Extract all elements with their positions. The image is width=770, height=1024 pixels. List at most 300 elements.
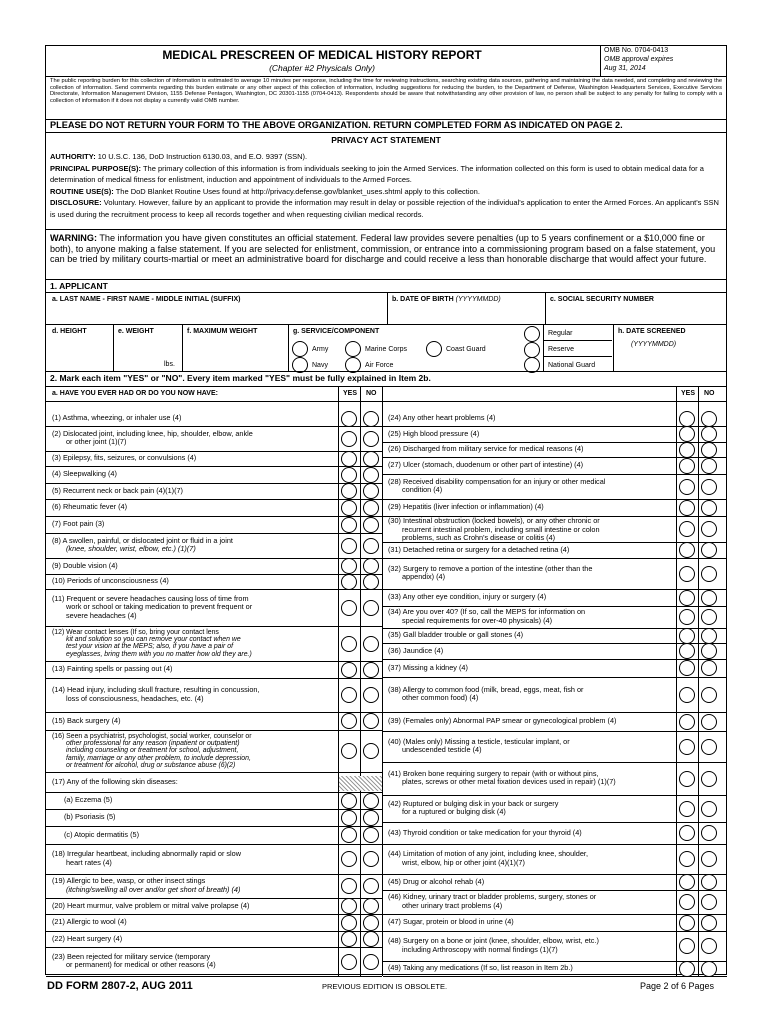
applicant-heading: 1. APPLICANT: [50, 281, 108, 291]
left-question-5: [52, 487, 334, 496]
row-divider: [46, 499, 382, 500]
right-q5-yes-radio[interactable]: [679, 479, 695, 495]
section2-heading: 2. Mark each item "YES" or "NO". Every item marked "YES" must be fully explained in Item 2b.: [50, 373, 431, 383]
question-text-line: (36) Jaundice (4): [388, 645, 444, 655]
question-text-line: other professional for any reason (inpatient or outpatient): [66, 740, 240, 748]
right-question-15: [388, 686, 672, 703]
right-q13-yes-radio[interactable]: [679, 643, 695, 659]
obsolete-notice: PREVIOUS EDITION IS OBSOLETE.: [322, 982, 448, 991]
question-text-line: (32) Surgery to remove a portion of the intestine (other than the: [388, 563, 593, 573]
question-text-line: (2) Dislocated joint, including knee, hip, shoulder, elbow, ankle: [52, 428, 253, 438]
left-q4-no-radio[interactable]: [363, 467, 379, 483]
right-q21-yes-radio[interactable]: [679, 851, 695, 867]
right-q17-no-radio[interactable]: [701, 739, 717, 755]
question-text-line: or treatment for alcohol, drug or substance abuse (6)(2): [66, 761, 236, 769]
right-q11-yes-radio[interactable]: [679, 609, 695, 625]
row-divider: [46, 826, 382, 827]
question-text-line: (11) Frequent or severe headaches causing loss of time from: [52, 593, 249, 603]
row-divider: [383, 874, 727, 875]
question-text-line: plates, screws or other metal fixation devices used in repair) (1)(7): [402, 777, 616, 787]
right-q12-no-radio[interactable]: [701, 628, 717, 644]
right-q9-yes-radio[interactable]: [679, 566, 695, 582]
question-text-line: (20) Heart murmur, valve problem or mitral valve prolapse (4): [52, 900, 250, 910]
no-header-left: NO: [366, 390, 377, 397]
row-divider: [383, 961, 727, 962]
left-q26-no-radio[interactable]: [363, 954, 379, 970]
right-q14-no-radio[interactable]: [701, 660, 717, 676]
navy-label: Navy: [312, 362, 328, 369]
row-divider: [383, 659, 727, 660]
right-question-22: [388, 878, 672, 887]
row-divider: [46, 792, 382, 793]
left-q9-yes-radio[interactable]: [341, 558, 357, 574]
row-divider: [383, 976, 727, 977]
question-text-line: special requirements for over-40 physicals) (4): [402, 615, 553, 625]
left-q12-yes-radio[interactable]: [341, 636, 357, 652]
question-text-line: (24) Any other heart problems (4): [388, 413, 496, 423]
left-q3-no-radio[interactable]: [363, 451, 379, 467]
left-question-3: [52, 454, 334, 463]
left-q11-yes-radio[interactable]: [341, 600, 357, 616]
coast-guard-radio[interactable]: [426, 341, 442, 357]
left-q8-yes-radio[interactable]: [341, 538, 357, 554]
question-text-line: (23) Been rejected for military service (temporary: [52, 951, 211, 961]
right-question-12: [388, 631, 672, 640]
question-text-line: test your vision at the MEPS; also, if you have a pair of: [66, 643, 233, 651]
marine-radio[interactable]: [345, 341, 361, 357]
row-divider: [383, 731, 727, 732]
left-q11-no-radio[interactable]: [363, 600, 379, 616]
army-radio[interactable]: [292, 341, 308, 357]
right-question-13: [388, 647, 672, 656]
right-q7-yes-radio[interactable]: [679, 521, 695, 537]
row-divider: [46, 809, 382, 810]
question-text-line: (1) Asthma, wheezing, or inhaler use (4): [52, 413, 182, 423]
row-divider: [383, 442, 727, 443]
left-question-25: [52, 935, 334, 944]
question-text-line: (37) Missing a kidney (4): [388, 662, 468, 672]
left-q10-yes-radio[interactable]: [341, 574, 357, 590]
right-q4-yes-radio[interactable]: [679, 458, 695, 474]
right-q10-yes-radio[interactable]: [679, 590, 695, 606]
row-divider: [46, 730, 382, 731]
left-question-13: [52, 665, 334, 674]
row-divider: [383, 931, 727, 932]
row-divider: [46, 533, 382, 534]
question-text-line: recurrent intestinal problem, including small intestine or colon: [402, 524, 600, 534]
right-q25-no-radio[interactable]: [701, 938, 717, 954]
right-q16-yes-radio[interactable]: [679, 714, 695, 730]
right-q24-no-radio[interactable]: [701, 915, 717, 931]
left-q19-no-radio[interactable]: [363, 810, 379, 826]
question-text-line: (b) Psoriasis (5): [64, 812, 116, 822]
right-q2-no-radio[interactable]: [701, 426, 717, 442]
right-q15-yes-radio[interactable]: [679, 687, 695, 703]
right-q13-no-radio[interactable]: [701, 643, 717, 659]
row-divider: [383, 499, 727, 500]
left-q20-yes-radio[interactable]: [341, 827, 357, 843]
max-weight-label: f. MAXIMUM WEIGHT: [187, 328, 258, 335]
page-number: Page 2 of 6 Pages: [640, 981, 715, 991]
row-divider: [46, 931, 382, 932]
row-divider: [383, 643, 727, 644]
left-question-8: [52, 537, 334, 554]
left-q16-no-radio[interactable]: [363, 743, 379, 759]
question-text-line: (43) Thyroid condition or take medication for your thyroid (4): [388, 827, 582, 837]
right-q9-no-radio[interactable]: [701, 566, 717, 582]
warning-text: WARNING: The information you have given constitutes an official statement. Federal law provides severe penalties (up to 5 years confinement or a $10,000 fine or both), to anyone making a false statement. If you are selected for enlistment, commission, or entrance into a commissioning program based on a false statement, you can be tried by military courts-martial or meet an administrative board for discharge and could receive a less than honorable discharge that would affect your future.: [50, 233, 716, 265]
right-question-5: [388, 478, 672, 495]
row-divider: [46, 426, 382, 427]
left-q10-no-radio[interactable]: [363, 574, 379, 590]
row-divider: [46, 898, 382, 899]
left-question-4: [52, 470, 334, 479]
right-q8-yes-radio[interactable]: [679, 542, 695, 558]
row-divider: [46, 661, 382, 662]
omb-number: OMB No. 0704-0413: [604, 47, 669, 54]
screened-format: (YYYYMMDD): [631, 341, 677, 348]
question-text-line: (itching/swelling all over and/or get short of breath) (4): [66, 884, 241, 894]
left-q5-no-radio[interactable]: [363, 483, 379, 499]
row-divider: [46, 947, 382, 948]
national-guard-label: National Guard: [548, 362, 596, 369]
question-text-line: (38) Allergy to common food (milk, bread, eggs, meat, fish or: [388, 684, 584, 694]
regular-label: Regular: [548, 330, 573, 337]
left-q9-no-radio[interactable]: [363, 558, 379, 574]
row-divider: [383, 558, 727, 559]
left-question-19: [64, 813, 334, 822]
left-q3-yes-radio[interactable]: [341, 451, 357, 467]
row-divider: [383, 890, 727, 891]
right-q5-no-radio[interactable]: [701, 479, 717, 495]
question-text-line: (42) Ruptured or bulging disk in your back or surgery: [388, 798, 559, 808]
question-text-line: (c) Atopic dermatitis (5): [64, 829, 140, 839]
service-label: g. SERVICE/COMPONENT: [293, 328, 380, 335]
question-text-line: (3) Epilepsy, fits, seizures, or convulsions (4): [52, 453, 197, 463]
question-text-line: for a ruptured or bulging disk (4): [402, 807, 506, 817]
right-question-21: [388, 850, 672, 867]
no-header-right: NO: [704, 390, 715, 397]
question-text-line: condition (4): [402, 485, 443, 495]
row-divider: [383, 542, 727, 543]
left-question-12: [52, 629, 334, 658]
right-question-10: [388, 593, 672, 602]
left-q16-yes-radio[interactable]: [341, 743, 357, 759]
right-q1-yes-radio[interactable]: [679, 411, 695, 427]
left-q12-no-radio[interactable]: [363, 636, 379, 652]
question-text-line: including Arthroscopy with normal findings (1)(7): [402, 944, 558, 954]
right-q10-no-radio[interactable]: [701, 590, 717, 606]
right-question-24: [388, 918, 672, 927]
left-question-18: [64, 796, 334, 805]
right-q20-no-radio[interactable]: [701, 825, 717, 841]
question-text-line: family, marriage or any other problem, to include depression,: [66, 754, 251, 762]
question-text-line: (6) Rheumatic fever (4): [52, 502, 128, 512]
row-divider: [383, 474, 727, 475]
left-q14-no-radio[interactable]: [363, 687, 379, 703]
right-q1-no-radio[interactable]: [701, 411, 717, 427]
section2a-label: a. HAVE YOU EVER HAD OR DO YOU NOW HAVE:: [52, 390, 218, 397]
left-question-23: [52, 902, 334, 911]
burden-statement: The public reporting burden for this collection of information is estimated to average 10 minutes per response, including the time for reviewing instructions, searching existing data sources, gathering and maintaining the data needed, and completing and reviewing the collection of information. Send comments regarding this burden estimate or any other aspect of this collection of information, including suggestions for reducing the burden, to the Department of Defense, Washington Headquarters Services, Executive Services Directorate, Information Management Division, 1155 Defense Pentagon, Washington, DC 20301-1155 (0704-0413). Respondents should be aware that notwithstanding any other provision of law, no person shall be subject to any penalty for failing to comply with a collection of information if it does not display a currently valid OMB number.: [50, 78, 722, 104]
left-q15-no-radio[interactable]: [363, 713, 379, 729]
row-divider: [46, 678, 382, 679]
regular-radio[interactable]: [524, 326, 540, 342]
right-q6-yes-radio[interactable]: [679, 500, 695, 516]
left-q21-no-radio[interactable]: [363, 851, 379, 867]
row-divider: [383, 712, 727, 713]
question-text-line: (48) Surgery on a bone or joint (knee, shoulder, elbow, wrist, etc.): [388, 936, 599, 946]
form-title: MEDICAL PRESCREEN OF MEDICAL HISTORY REPORT: [162, 48, 482, 62]
right-q8-no-radio[interactable]: [701, 542, 717, 558]
right-question-17: [388, 738, 672, 755]
right-q16-no-radio[interactable]: [701, 714, 717, 730]
question-text-line: (knee, shoulder, wrist, elbow, etc.) (1)(7): [66, 544, 196, 554]
dob-label: b. DATE OF BIRTH (YYYYMMDD): [392, 296, 501, 303]
right-q22-no-radio[interactable]: [701, 874, 717, 890]
left-q13-yes-radio[interactable]: [341, 662, 357, 678]
air-force-label: Air Force: [365, 362, 394, 369]
left-q1-yes-radio[interactable]: [341, 411, 357, 427]
row-divider: [383, 677, 727, 678]
lbs-label: lbs.: [164, 361, 175, 368]
left-question-22: [52, 877, 334, 894]
question-text-line: (25) High blood pressure (4): [388, 428, 480, 438]
right-q18-yes-radio[interactable]: [679, 771, 695, 787]
left-q18-yes-radio[interactable]: [341, 793, 357, 809]
right-q12-yes-radio[interactable]: [679, 628, 695, 644]
question-text-line: (26) Discharged from military service for medical reasons (4): [388, 444, 584, 454]
row-divider: [383, 589, 727, 590]
question-text-line: (41) Broken bone requiring surgery to repair (with or without pins,: [388, 768, 599, 778]
row-divider: [383, 628, 727, 629]
left-q13-no-radio[interactable]: [363, 662, 379, 678]
left-question-1: [52, 414, 334, 423]
question-text-line: or permanent) for medical or other reasons (4): [66, 960, 216, 970]
right-q20-yes-radio[interactable]: [679, 825, 695, 841]
question-text-line: (9) Double vision (4): [52, 560, 118, 570]
weight-label: e. WEIGHT: [118, 328, 154, 335]
reserve-label: Reserve: [548, 346, 575, 353]
question-text-line: (21) Allergic to wool (4): [52, 917, 127, 927]
name-label: a. LAST NAME - FIRST NAME - MIDDLE INITIAL (SUFFIX): [52, 296, 241, 303]
left-question-15: [52, 717, 334, 726]
left-question-9: [52, 562, 334, 571]
right-q26-no-radio[interactable]: [701, 961, 717, 977]
height-label: d. HEIGHT: [52, 328, 87, 335]
right-question-18: [388, 770, 672, 787]
question-text-line: including counseling or treatment for school, adjustment,: [66, 747, 239, 755]
left-q23-no-radio[interactable]: [363, 898, 379, 914]
row-divider: [46, 844, 382, 845]
right-question-8: [388, 546, 672, 555]
right-q6-no-radio[interactable]: [701, 500, 717, 516]
question-text-line: (15) Back surgery (4): [52, 715, 121, 725]
left-question-14: [52, 686, 334, 703]
right-q19-no-radio[interactable]: [701, 801, 717, 817]
ssn-label: c. SOCIAL SECURITY NUMBER: [550, 296, 654, 303]
question-text-line: (19) Allergic to bee, wasp, or other insect stings: [52, 876, 206, 886]
left-q26-yes-radio[interactable]: [341, 954, 357, 970]
question-text-line: (31) Detached retina or surgery for a detached retina (4): [388, 544, 570, 554]
right-question-2: [388, 430, 672, 439]
question-text-line: appendix) (4): [402, 572, 445, 582]
right-question-9: [388, 565, 672, 582]
right-q17-yes-radio[interactable]: [679, 739, 695, 755]
right-q11-no-radio[interactable]: [701, 609, 717, 625]
left-question-2: [52, 430, 334, 447]
left-question-24: [52, 918, 334, 927]
question-text-line: (27) Ulcer (stomach, duodenum or other part of intestine) (4): [388, 460, 584, 470]
right-question-19: [388, 800, 672, 817]
right-q24-yes-radio[interactable]: [679, 915, 695, 931]
left-q2-no-radio[interactable]: [363, 431, 379, 447]
question-text-line: problems, such as Crohn's disease or colitis (4): [402, 533, 556, 543]
right-q26-yes-radio[interactable]: [679, 961, 695, 977]
left-q8-no-radio[interactable]: [363, 538, 379, 554]
question-text-line: (8) A swollen, painful, or dislocated joint or fluid in a joint: [52, 535, 233, 545]
right-question-23: [388, 893, 672, 910]
left-q15-yes-radio[interactable]: [341, 713, 357, 729]
right-question-3: [388, 445, 672, 454]
question-text-line: (46) Kidney, urinary tract or bladder problems, surgery, stones or: [388, 892, 597, 902]
row-divider: [46, 914, 382, 915]
right-question-7: [388, 517, 672, 543]
question-text-line: (34) Are you over 40? (If so, call the MEPS for information on: [388, 607, 586, 617]
left-q18-no-radio[interactable]: [363, 793, 379, 809]
question-text-line: (29) Hepatitis (liver infection or inflammation) (4): [388, 502, 544, 512]
row-divider: [46, 451, 382, 452]
row-divider: [46, 516, 382, 517]
right-q23-no-radio[interactable]: [701, 894, 717, 910]
left-q25-no-radio[interactable]: [363, 931, 379, 947]
question-text-line: loss of consciousness, headaches, etc. (4): [66, 693, 204, 703]
right-question-1: [388, 414, 672, 423]
question-text-line: (28) Received disability compensation for an injury or other medical: [388, 476, 606, 486]
left-question-11: [52, 595, 334, 621]
row-divider: [46, 712, 382, 713]
left-q24-yes-radio[interactable]: [341, 915, 357, 931]
right-question-11: [388, 608, 672, 625]
question-text-line: (47) Sugar, protein or blood in urine (4): [388, 917, 514, 927]
left-q22-no-radio[interactable]: [363, 878, 379, 894]
left-q21-yes-radio[interactable]: [341, 851, 357, 867]
right-q21-no-radio[interactable]: [701, 851, 717, 867]
left-q2-yes-radio[interactable]: [341, 431, 357, 447]
question-text-line: (12) Wear contact lenses (If so, bring your contact lens: [52, 628, 219, 636]
row-divider: [383, 457, 727, 458]
left-q19-yes-radio[interactable]: [341, 810, 357, 826]
row-divider: [383, 762, 727, 763]
right-q19-yes-radio[interactable]: [679, 801, 695, 817]
left-q5-yes-radio[interactable]: [341, 483, 357, 499]
question-text-line: (22) Heart surgery (4): [52, 933, 123, 943]
left-q1-no-radio[interactable]: [363, 411, 379, 427]
question-text-line: (10) Periods of unconsciousness (4): [52, 576, 169, 586]
right-question-16: [388, 717, 672, 726]
row-divider: [383, 426, 727, 427]
question-text-line: (35) Gall bladder trouble or gall stones (4): [388, 630, 524, 640]
question-text-line: severe headaches (4): [66, 610, 137, 620]
question-text-line: other common food) (4): [402, 693, 479, 703]
omb-date: Aug 31, 2014: [604, 65, 646, 72]
right-q15-no-radio[interactable]: [701, 687, 717, 703]
right-question-14: [388, 664, 672, 673]
left-q7-yes-radio[interactable]: [341, 517, 357, 533]
question-text-line: (18) Irregular heartbeat, including abnormally rapid or slow: [52, 849, 242, 859]
left-question-20: [64, 831, 334, 840]
left-question-7: [52, 520, 334, 529]
form-page: [45, 45, 727, 975]
question-text-line: (45) Drug or alcohol rehab (4): [388, 876, 485, 886]
question-text-line: or other joint (1)(7): [66, 437, 127, 447]
question-text-line: (16) Seen a psychiatrist, psychologist, social worker, counselor or: [52, 732, 252, 740]
left-q23-yes-radio[interactable]: [341, 898, 357, 914]
question-text-line: (30) Intestinal obstruction (locked bowels), or any other chronic or: [388, 516, 600, 525]
row-divider: [383, 844, 727, 845]
omb-expires: OMB approval expires: [604, 56, 674, 63]
form-subtitle: (Chapter #2 Physicals Only): [269, 63, 375, 73]
right-question-20: [388, 829, 672, 838]
row-divider: [46, 483, 382, 484]
question-text-line: (a) Eczema (5): [64, 795, 113, 805]
left-q4-yes-radio[interactable]: [341, 467, 357, 483]
question-text-line: (33) Any other eye condition, injury or surgery (4): [388, 592, 547, 602]
right-q23-yes-radio[interactable]: [679, 894, 695, 910]
left-q24-no-radio[interactable]: [363, 915, 379, 931]
row-divider: [46, 558, 382, 559]
right-q4-no-radio[interactable]: [701, 458, 717, 474]
left-q14-yes-radio[interactable]: [341, 687, 357, 703]
left-q20-no-radio[interactable]: [363, 827, 379, 843]
right-q18-no-radio[interactable]: [701, 771, 717, 787]
right-q22-yes-radio[interactable]: [679, 874, 695, 890]
row-divider: [46, 574, 382, 575]
question-text-line: work or school or taking medication to prevent frequent or: [66, 602, 253, 612]
left-question-10: [52, 577, 334, 586]
reserve-radio[interactable]: [524, 342, 540, 358]
left-q6-yes-radio[interactable]: [341, 500, 357, 516]
form-number: DD FORM 2807-2, AUG 2011: [47, 980, 193, 992]
question-text-line: (49) Taking any medications (If so, list reason in Item 2b.): [388, 963, 573, 973]
right-q14-yes-radio[interactable]: [679, 660, 695, 676]
left-q6-no-radio[interactable]: [363, 500, 379, 516]
left-q22-yes-radio[interactable]: [341, 878, 357, 894]
question-text-line: (44) Limitation of motion of any joint, including knee, shoulder,: [388, 849, 588, 859]
right-q7-no-radio[interactable]: [701, 521, 717, 537]
left-q25-yes-radio[interactable]: [341, 931, 357, 947]
left-question-26: [52, 953, 334, 970]
right-q2-yes-radio[interactable]: [679, 426, 695, 442]
screened-label: h. DATE SCREENED: [618, 328, 686, 335]
row-divider: [46, 626, 382, 627]
row-divider: [46, 589, 382, 590]
question-text-line: (14) Head injury, including skull fracture, resulting in concussion,: [52, 685, 260, 695]
left-question-17: [52, 778, 334, 787]
right-q3-no-radio[interactable]: [701, 442, 717, 458]
left-question-16: [52, 733, 334, 769]
question-text-line: (17) Any of the following skin diseases:: [52, 776, 178, 786]
row-divider: [46, 466, 382, 467]
right-q25-yes-radio[interactable]: [679, 938, 695, 954]
coast-guard-label: Coast Guard: [446, 346, 486, 353]
question-text-line: other urinary tract problems (4): [402, 900, 503, 910]
left-question-21: [52, 850, 334, 867]
right-q3-yes-radio[interactable]: [679, 442, 695, 458]
question-text-line: (39) (Females only) Abnormal PAP smear or gynecological problem (4): [388, 716, 617, 726]
row-divider: [46, 976, 382, 977]
left-q7-no-radio[interactable]: [363, 517, 379, 533]
